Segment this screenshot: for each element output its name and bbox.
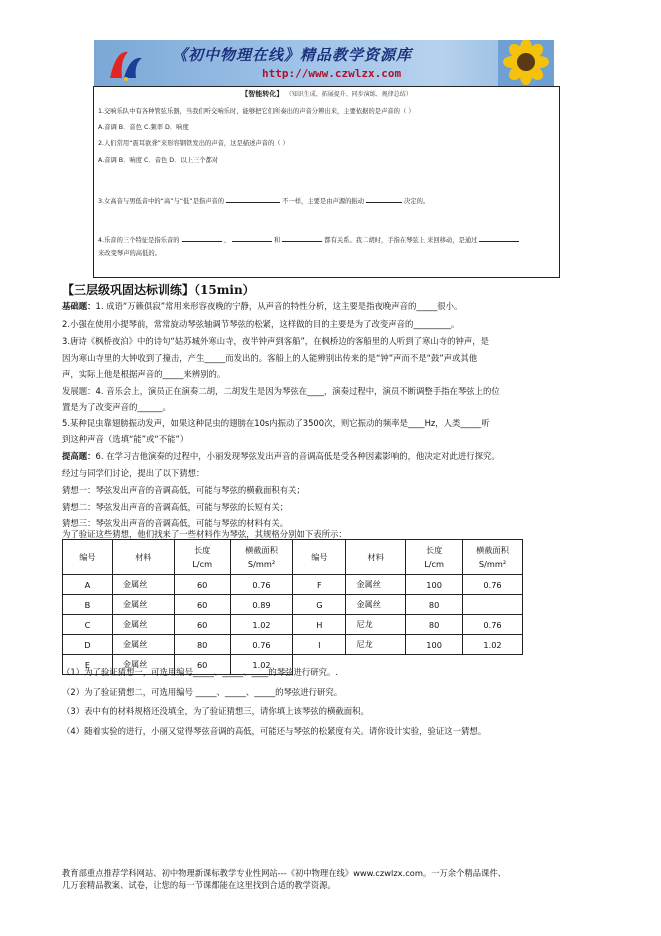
cell-area: 0.76	[230, 575, 293, 595]
question-1: （1）为了验证猜想一，可选用编号_____、_____、____的琴弦进行研究。.	[62, 667, 338, 677]
answer-blank[interactable]	[479, 234, 519, 242]
skill-q2: 2.人们常用“震耳欲聋”来形容钢铁发出的声音，这是描述声音的（ ）	[98, 140, 289, 147]
skill-q4-text-a: 4.乐音的三个特征是指乐音的	[98, 237, 180, 244]
skill-heading-title: 【智能转化】	[241, 90, 284, 98]
banner-url[interactable]: http://www.czwlzx.com	[262, 67, 402, 80]
skill-q3-text-c: 决定的。	[404, 198, 430, 205]
table-header-row	[63, 540, 523, 575]
answer-blank[interactable]	[282, 234, 322, 242]
cell-area: 1.02	[463, 635, 523, 655]
exercise-6-text: 6. 在学习吉他演奏的过程中，小丽发现琴弦发出声音的音调高低是受各种因素影响的，他决定对此进行探究。	[95, 451, 500, 461]
cell-length: 100	[406, 575, 463, 595]
material-table	[62, 539, 523, 675]
header-material: 材料	[346, 540, 406, 575]
cell-area: 0.76	[463, 575, 523, 595]
skill-q3	[98, 195, 429, 206]
cell-area: 1.02	[230, 655, 293, 675]
header-banner	[94, 40, 554, 86]
cell-length: 80	[406, 595, 463, 615]
table-row	[63, 575, 523, 595]
cell-length: 80	[406, 615, 463, 635]
cell-material: 金属丝	[346, 575, 406, 595]
cell-area: 0.76	[230, 635, 293, 655]
skill-heading	[94, 90, 559, 99]
cell-area: 0.76	[463, 615, 523, 635]
cell-length: 100	[406, 635, 463, 655]
improve-label: 提高题：	[62, 451, 96, 461]
cell-no: H	[293, 615, 346, 635]
cell-length: 60	[174, 595, 230, 615]
skill-q1: 1.交响乐队中有各种管弦乐器，当我们听交响乐时，能够把它们所奏出的声音分辨出来，主要依据的是声音的（ ）	[98, 108, 415, 115]
skill-heading-subtitle: （知识生成、拓展提升、同步演练、规律总结）	[285, 91, 412, 98]
footer-line-2: 几万套精品教案、试卷，让您的每一节课都能在这里找到合适的教学资源。	[62, 880, 336, 890]
basic-label: 基础题：	[62, 301, 96, 311]
cell-no: A	[63, 575, 113, 595]
cell-length: 60	[174, 655, 230, 675]
exercise-1-text: 1. 成语“万籁俱寂”常用来形容夜晚的宁静，从声音的特性分析，这主要是指夜晚声音的_____很小。	[95, 301, 463, 311]
exercise-4-line-1	[62, 386, 500, 396]
hypothesis-3: 猜想三：琴弦发出声音的音调高低，可能与琴弦的材料有关。	[62, 518, 289, 528]
cell-material: 金属丝	[112, 595, 174, 615]
cell-area: 1.02	[230, 615, 293, 635]
hypothesis-1: 猜想一：琴弦发出声音的音调高低，可能与琴弦的横截面积有关；	[62, 485, 305, 495]
answer-blank[interactable]	[226, 195, 280, 203]
exercise-4-line-2: 置是为了改变声音的______。	[62, 402, 171, 412]
footer-line-1: 教育部重点推荐学科网站、初中物理新课标教学专业性网站---《初中物理在线》www.czwlzx.com。一万余个精品课件、	[62, 868, 506, 878]
table-row	[63, 595, 523, 615]
cell-no: G	[293, 595, 346, 615]
cell-material: 金属丝	[112, 635, 174, 655]
exercise-line-1	[62, 301, 462, 311]
header-material: 材料	[112, 540, 174, 575]
skill-q4-text-e: 来回移动，是通过	[427, 237, 478, 244]
banner-title: 《初中物理在线》精品教学资源库	[172, 46, 413, 64]
header-no: 编号	[63, 540, 113, 575]
cell-material: 尼龙	[346, 635, 406, 655]
exercise-3-line-1: 3.唐诗《枫桥夜泊》中的诗句“姑苏城外寒山寺，夜半钟声到客船”，在枫桥边的客船里的人听到了寒山寺的钟声，是	[62, 336, 490, 346]
skill-q4-continued: 来改变琴声的高低的。	[98, 250, 161, 257]
cell-area-empty[interactable]	[463, 595, 523, 615]
exercise-6-line-2: 经过与同学们讨论，提出了以下猜想：	[62, 468, 205, 478]
exercise-2: 2.小强在使用小提琴前，常常旋动琴弦轴调节琴弦的松紧，这样做的目的主要是为了改变声音的_________。	[62, 319, 460, 329]
header-no: 编号	[293, 540, 346, 575]
question-3: （3）表中有的材料规格还没填全，为了验证猜想三，请你填上该琴弦的横截面积。	[62, 706, 369, 716]
header-length: 长度 L/cm	[174, 540, 230, 575]
exercise-3-line-2: 因为寒山寺里的大钟收到了撞击，产生_____而发出的。客船上的人能辨别出传来的是“钟”声而不是“鼓”声或其他	[62, 353, 478, 363]
cell-material: 金属丝	[346, 595, 406, 615]
cell-no: D	[63, 635, 113, 655]
skill-q4-text-b: 、	[223, 237, 230, 244]
cell-length: 60	[174, 575, 230, 595]
table-intro: 为了验证这些猜想，他们找来了一些材料作为琴弦，其规格分别如下表所示：	[62, 529, 347, 539]
skill-section	[93, 86, 560, 278]
header-length: 长度 L/cm	[406, 540, 463, 575]
cell-no: I	[293, 635, 346, 655]
cell-length: 80	[174, 635, 230, 655]
skill-q3-text-b: 不一样，主要是由声源的振动	[282, 198, 364, 205]
develop-label: 发展题：	[62, 386, 96, 396]
skill-q4-text-d: 都有关系。我二胡时，手指在琴弦上	[324, 237, 426, 244]
answer-blank[interactable]	[232, 234, 272, 242]
question-2: （2）为了验证猜想二，可选用编号 _____、_____、_____的琴弦进行研究。	[62, 687, 343, 697]
cell-material: 金属丝	[112, 655, 174, 675]
header-area: 横截面积 S/mm²	[463, 540, 523, 575]
skill-q3-text-a: 3.女高音与男低音中的“高”与“低”是指声音的	[98, 198, 225, 205]
cell-no: F	[293, 575, 346, 595]
cell-material: 金属丝	[112, 575, 174, 595]
exercise-5-line-1: 5.某种昆虫靠翅膀振动发声，如果这种昆虫的翅膀在10s内振动了3500次，则它振动的频率是____Hz，人类_____听	[62, 418, 490, 428]
hypothesis-2: 猜想二：琴弦发出声音的音调高低，可能与琴弦的长短有关；	[62, 502, 289, 512]
question-4: （4）随着实验的进行，小丽又觉得琴弦音调的高低，可能还与琴弦的松紧度有关。请你设计实验，验证这一猜想。	[62, 726, 487, 736]
cell-no: C	[63, 615, 113, 635]
section-title: 【三层级巩固达标训练】（15min）	[62, 283, 255, 297]
table-row	[63, 635, 523, 655]
sunflower-icon	[498, 40, 554, 86]
exercise-5-line-2: 到这种声音（选填“能”或“不能”）	[62, 434, 189, 444]
skill-q2-options: A.音调 B．响度 C．音色 D．以上三个都对	[98, 157, 219, 164]
header-area: 横截面积 S/mm²	[230, 540, 293, 575]
cell-no: E	[63, 655, 113, 675]
site-logo-icon	[106, 46, 146, 82]
answer-blank[interactable]	[366, 195, 402, 203]
skill-q4	[98, 234, 519, 245]
exercise-6-line-1	[62, 451, 500, 461]
skill-q4-text-c: 和	[273, 237, 281, 244]
skill-q1-options: A.音调 B．音色 C.频率 D．响度	[98, 124, 189, 131]
cell-length: 60	[174, 615, 230, 635]
cell-material: 金属丝	[112, 615, 174, 635]
cell-material: 尼龙	[346, 615, 406, 635]
exercise-4-text: 4. 音乐会上，演员正在演奏二胡，二胡发生是因为琴弦在____，演奏过程中，演员不断调整手指在琴弦上的位	[95, 386, 500, 396]
answer-blank[interactable]	[182, 234, 222, 242]
table-row	[63, 615, 523, 635]
exercise-3-line-3: 声，实际上他是根据声音的_____来辨别的。	[62, 369, 226, 379]
cell-area: 0.89	[230, 595, 293, 615]
cell-no: B	[63, 595, 113, 615]
